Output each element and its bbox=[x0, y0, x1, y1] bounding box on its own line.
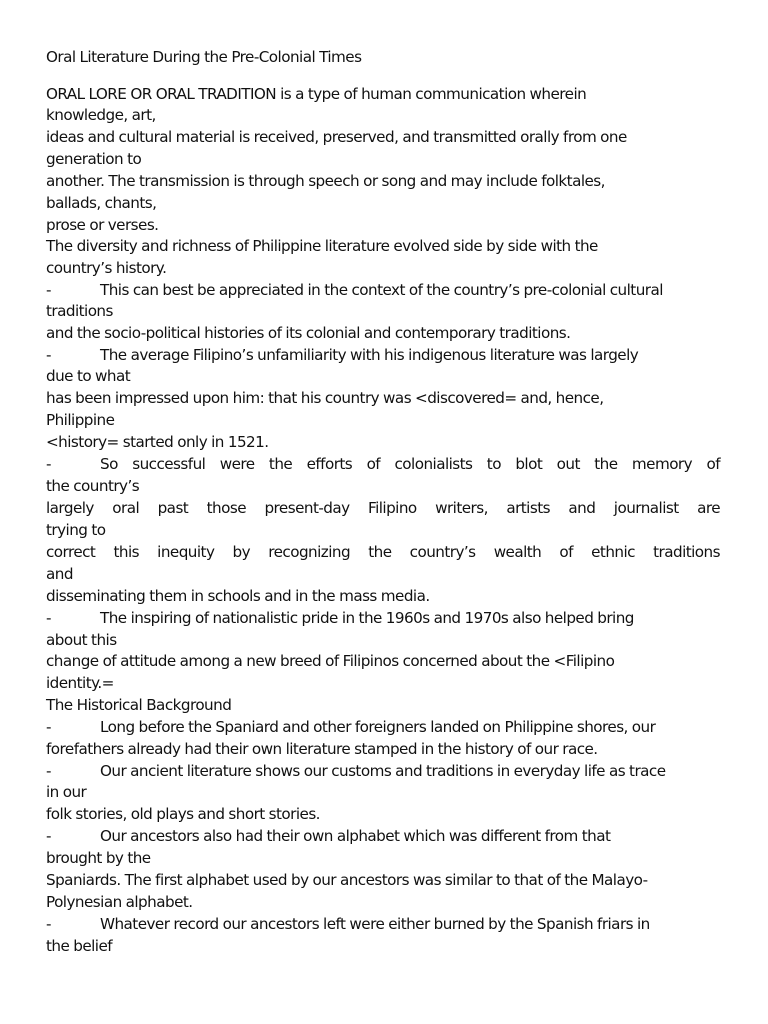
text-line bbox=[46, 523, 106, 538]
text-line bbox=[46, 851, 151, 866]
bullet-dash: - bbox=[46, 762, 51, 780]
text-line bbox=[46, 895, 193, 910]
bullet-line bbox=[46, 829, 610, 844]
line-text: has been impressed upon him: that his country was <discovered= and, hence, bbox=[46, 389, 604, 407]
line-text: brought by the bbox=[46, 849, 151, 867]
text-line bbox=[46, 369, 130, 384]
text-line bbox=[46, 391, 604, 406]
text-line bbox=[46, 567, 73, 582]
bullet-line bbox=[46, 348, 638, 363]
text-line bbox=[46, 633, 117, 648]
text-line bbox=[46, 939, 112, 954]
line-text: This can best be appreciated in the context of the country’s pre-colonial cultural bbox=[100, 281, 663, 299]
line-text: The inspiring of nationalistic pride in the 1960s and 1970s also helped bring bbox=[100, 609, 634, 627]
text-line bbox=[46, 326, 570, 341]
bullet-dash: - bbox=[46, 827, 51, 845]
line-text: knowledge, art, bbox=[46, 106, 156, 124]
bullet-line bbox=[46, 457, 720, 472]
line-text: The average Filipino’s unfamiliarity with his indigenous literature was largely bbox=[100, 346, 639, 364]
line-text: disseminating them in schools and in the mass media. bbox=[46, 587, 430, 605]
line-text: and the socio-political histories of its colonial and contemporary traditions. bbox=[46, 324, 571, 342]
line-text: traditions bbox=[46, 302, 113, 320]
line-text: The Historical Background bbox=[46, 696, 232, 714]
text-line bbox=[46, 87, 586, 102]
line-text: the country’s bbox=[46, 477, 140, 495]
line-text: ORAL LORE OR ORAL TRADITION is a type of human communication wherein bbox=[46, 85, 587, 103]
line-text: due to what bbox=[46, 367, 131, 385]
text-line bbox=[46, 654, 614, 669]
text-line bbox=[46, 807, 320, 822]
text-line bbox=[46, 873, 648, 888]
line-text: Long before the Spaniard and other foreigners landed on Philippine shores, our bbox=[100, 718, 656, 736]
bullet-dash: - bbox=[46, 718, 51, 736]
text-line bbox=[46, 676, 114, 691]
bullet-line bbox=[46, 917, 650, 932]
bullet-dash: - bbox=[46, 609, 51, 627]
text-line bbox=[46, 174, 605, 189]
line-text: prose or verses. bbox=[46, 216, 159, 234]
bullet-dash: - bbox=[46, 915, 51, 933]
line-text: The diversity and richness of Philippine literature evolved side by side with the bbox=[46, 237, 598, 255]
line-text: about this bbox=[46, 631, 117, 649]
line-text: identity.= bbox=[46, 674, 114, 692]
text-line bbox=[46, 785, 86, 800]
line-text: and bbox=[46, 565, 73, 583]
bullet-line bbox=[46, 720, 655, 735]
line-text: another. The transmission is through speech or song and may include folktales, bbox=[46, 172, 605, 190]
text-line bbox=[46, 239, 598, 254]
text-line bbox=[46, 435, 269, 450]
text-line bbox=[46, 196, 156, 211]
line-text: <history= started only in 1521. bbox=[46, 433, 269, 451]
text-line bbox=[46, 130, 627, 145]
line-text: Whatever record our ancestors left were either burned by the Spanish friars in bbox=[100, 915, 650, 933]
line-text: So successful were the efforts of colonialists to blot out the memory of bbox=[100, 455, 720, 473]
line-text: change of attitude among a new breed of Filipinos concerned about the <Filipino bbox=[46, 652, 615, 670]
text-line bbox=[46, 413, 114, 428]
line-text: generation to bbox=[46, 150, 142, 168]
text-line bbox=[46, 108, 156, 123]
line-text: correct this inequity by recognizing the country’s wealth of ethnic traditions bbox=[46, 543, 720, 561]
line-text: folk stories, old plays and short stories. bbox=[46, 805, 320, 823]
text-line bbox=[46, 261, 166, 276]
bullet-line bbox=[46, 611, 634, 626]
line-text: largely oral past those present-day Filipino writers, artists and journalist are bbox=[46, 499, 720, 517]
bullet-line bbox=[46, 283, 663, 298]
bullet-line bbox=[46, 764, 666, 779]
line-text: country’s history. bbox=[46, 259, 167, 277]
bullet-dash: - bbox=[46, 455, 51, 473]
line-text: ballads, chants, bbox=[46, 194, 157, 212]
text-line bbox=[46, 218, 158, 233]
line-text: Our ancient literature shows our customs and traditions in everyday life as trace bbox=[100, 762, 666, 780]
line-text: in our bbox=[46, 783, 87, 801]
line-text: ideas and cultural material is received, preserved, and transmitted orally from one bbox=[46, 128, 627, 146]
text-line bbox=[46, 742, 598, 757]
text-line bbox=[46, 589, 430, 604]
line-text: the belief bbox=[46, 937, 113, 955]
text-line bbox=[46, 304, 113, 319]
line-text: Polynesian alphabet. bbox=[46, 893, 193, 911]
document-title: Oral Literature During the Pre-Colonial Times bbox=[46, 48, 362, 66]
line-text: trying to bbox=[46, 521, 106, 539]
line-text: Spaniards. The first alphabet used by our ancestors was similar to that of the Malayo- bbox=[46, 871, 648, 889]
text-line bbox=[46, 479, 139, 494]
line-text: Our ancestors also had their own alphabet which was different from that bbox=[100, 827, 611, 845]
text-line bbox=[46, 152, 141, 167]
line-text: forefathers already had their own literature stamped in the history of our race. bbox=[46, 740, 598, 758]
bullet-dash: - bbox=[46, 346, 51, 364]
text-line bbox=[46, 501, 720, 516]
line-text: Philippine bbox=[46, 411, 115, 429]
bullet-dash: - bbox=[46, 281, 51, 299]
text-line bbox=[46, 545, 720, 560]
text-line bbox=[46, 698, 231, 713]
